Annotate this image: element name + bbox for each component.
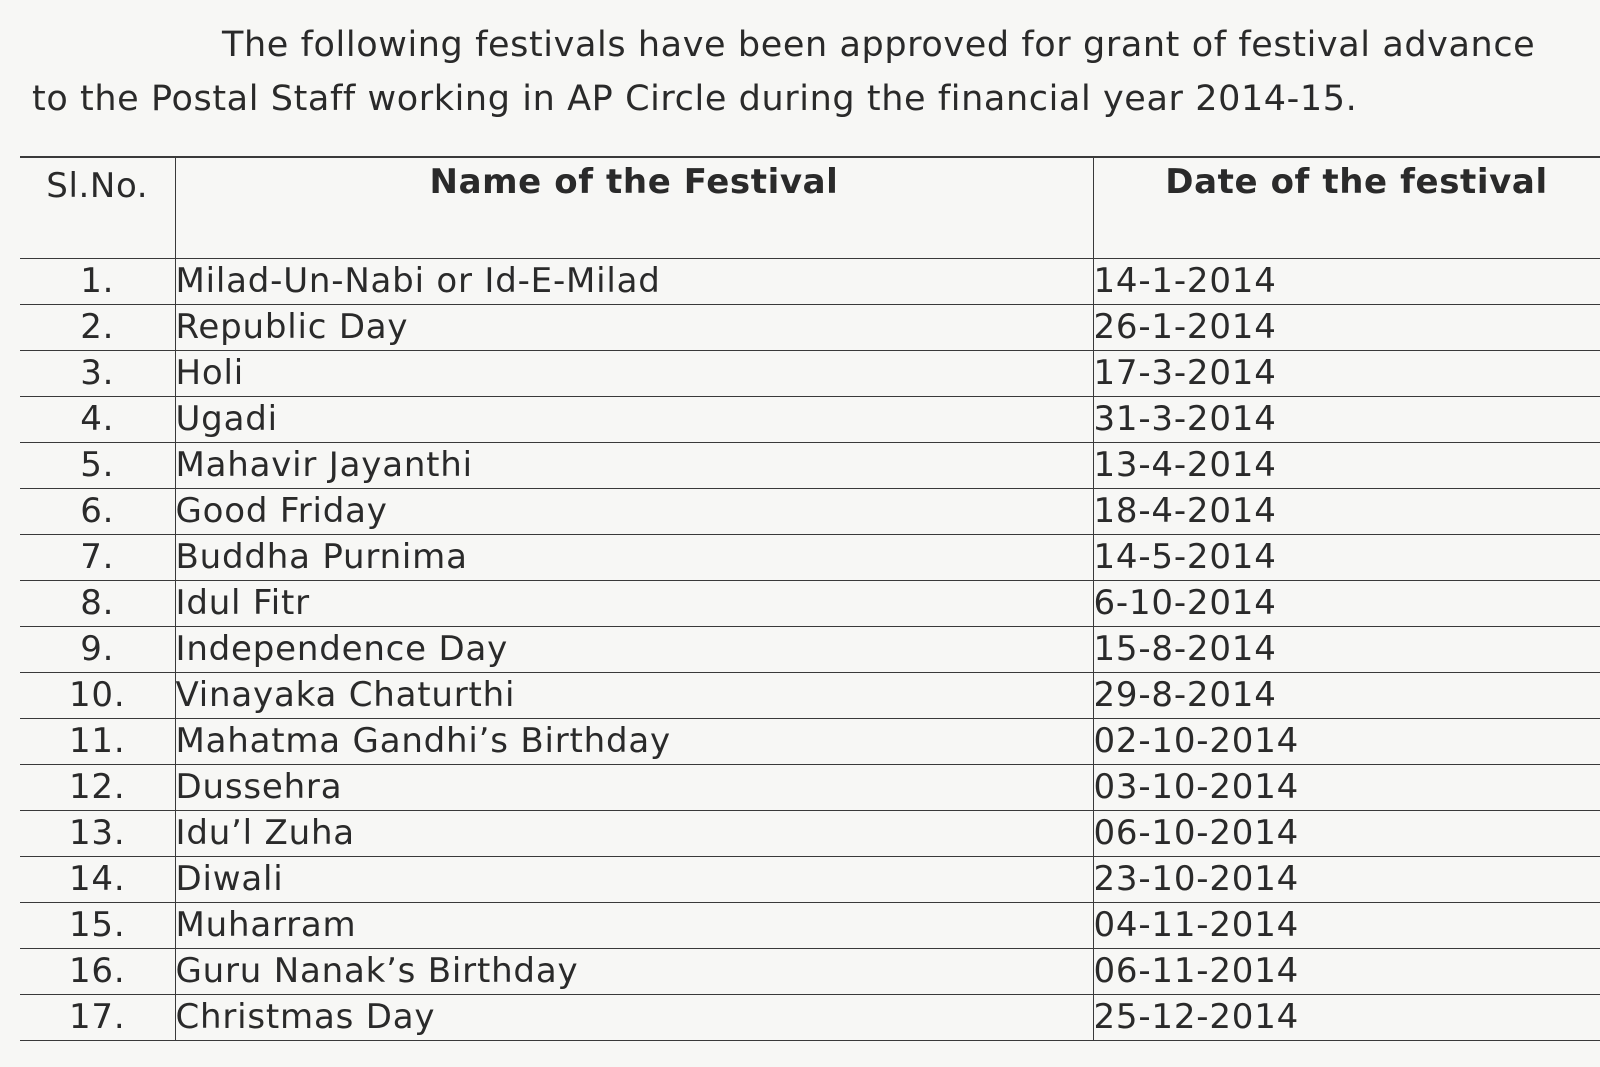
column-header-festival-name: Name of the Festival	[175, 157, 1093, 259]
festival-name-cell: Mahatma Gandhi’s Birthday	[175, 719, 1093, 765]
sl-number-cell: 7.	[20, 535, 175, 581]
table-row	[20, 581, 1600, 627]
festival-date-cell: 03-10-2014	[1093, 765, 1600, 811]
festival-date-cell: 04-11-2014	[1093, 903, 1600, 949]
table-row	[20, 305, 1600, 351]
table-row	[20, 535, 1600, 581]
sl-number-cell: 16.	[20, 949, 175, 995]
table-row	[20, 719, 1600, 765]
table-row	[20, 673, 1600, 719]
festival-date-cell: 29-8-2014	[1093, 673, 1600, 719]
festival-date-cell: 06-11-2014	[1093, 949, 1600, 995]
festival-date-cell: 23-10-2014	[1093, 857, 1600, 903]
table-row	[20, 489, 1600, 535]
festival-date-cell: 14-5-2014	[1093, 535, 1600, 581]
table-row	[20, 397, 1600, 443]
sl-number-cell: 10.	[20, 673, 175, 719]
intro-paragraph	[32, 18, 1592, 126]
festival-name-cell: Guru Nanak’s Birthday	[175, 949, 1093, 995]
festival-date-cell: 25-12-2014	[1093, 995, 1600, 1041]
festival-name-cell: Diwali	[175, 857, 1093, 903]
festival-name-cell: Buddha Purnima	[175, 535, 1093, 581]
table-row	[20, 351, 1600, 397]
table-row	[20, 949, 1600, 995]
sl-number-cell: 6.	[20, 489, 175, 535]
festival-date-cell: 02-10-2014	[1093, 719, 1600, 765]
festival-name-cell: Vinayaka Chaturthi	[175, 673, 1093, 719]
sl-number-cell: 15.	[20, 903, 175, 949]
sl-number-cell: 4.	[20, 397, 175, 443]
festival-name-cell: Holi	[175, 351, 1093, 397]
table-row	[20, 627, 1600, 673]
header-row	[20, 157, 1600, 259]
festival-name-cell: Idul Fitr	[175, 581, 1093, 627]
festival-date-cell: 14-1-2014	[1093, 259, 1600, 305]
festival-date-cell: 6-10-2014	[1093, 581, 1600, 627]
festival-name-cell: Mahavir Jayanthi	[175, 443, 1093, 489]
festival-date-cell: 13-4-2014	[1093, 443, 1600, 489]
sl-number-cell: 14.	[20, 857, 175, 903]
intro-line-1: The following festivals have been approved for grant of festival advance	[222, 25, 1536, 65]
festival-name-cell: Good Friday	[175, 489, 1093, 535]
festival-name-cell: Dussehra	[175, 765, 1093, 811]
sl-number-cell: 8.	[20, 581, 175, 627]
festival-date-cell: 26-1-2014	[1093, 305, 1600, 351]
sl-number-cell: 3.	[20, 351, 175, 397]
festival-name-cell: Independence Day	[175, 627, 1093, 673]
sl-number-cell: 17.	[20, 995, 175, 1041]
festival-name-cell: Republic Day	[175, 305, 1093, 351]
table-row	[20, 443, 1600, 489]
sl-number-cell: 2.	[20, 305, 175, 351]
table-row	[20, 765, 1600, 811]
festival-table-body	[20, 259, 1600, 1041]
sl-number-cell: 12.	[20, 765, 175, 811]
column-header-festival-date: Date of the festival	[1093, 157, 1600, 259]
festival-date-cell: 31-3-2014	[1093, 397, 1600, 443]
festival-table	[20, 156, 1600, 1041]
festival-date-cell: 18-4-2014	[1093, 489, 1600, 535]
festival-date-cell: 15-8-2014	[1093, 627, 1600, 673]
festival-date-cell: 17-3-2014	[1093, 351, 1600, 397]
festival-date-cell: 06-10-2014	[1093, 811, 1600, 857]
intro-line-2: to the Postal Staff working in AP Circle during the financial year 2014-15.	[32, 79, 1358, 119]
festival-name-cell: Muharram	[175, 903, 1093, 949]
sl-number-cell: 5.	[20, 443, 175, 489]
sl-number-cell: 9.	[20, 627, 175, 673]
festival-name-cell: Idu’l Zuha	[175, 811, 1093, 857]
table-row	[20, 259, 1600, 305]
column-header-sl-no: Sl.No.	[20, 157, 175, 259]
table-row	[20, 811, 1600, 857]
sl-number-cell: 1.	[20, 259, 175, 305]
sl-number-cell: 11.	[20, 719, 175, 765]
sl-number-cell: 13.	[20, 811, 175, 857]
festival-name-cell: Ugadi	[175, 397, 1093, 443]
table-row	[20, 857, 1600, 903]
festival-name-cell: Milad-Un-Nabi or Id-E-Milad	[175, 259, 1093, 305]
festival-name-cell: Christmas Day	[175, 995, 1093, 1041]
table-row	[20, 995, 1600, 1041]
table-row	[20, 903, 1600, 949]
festival-table-header	[20, 157, 1600, 259]
